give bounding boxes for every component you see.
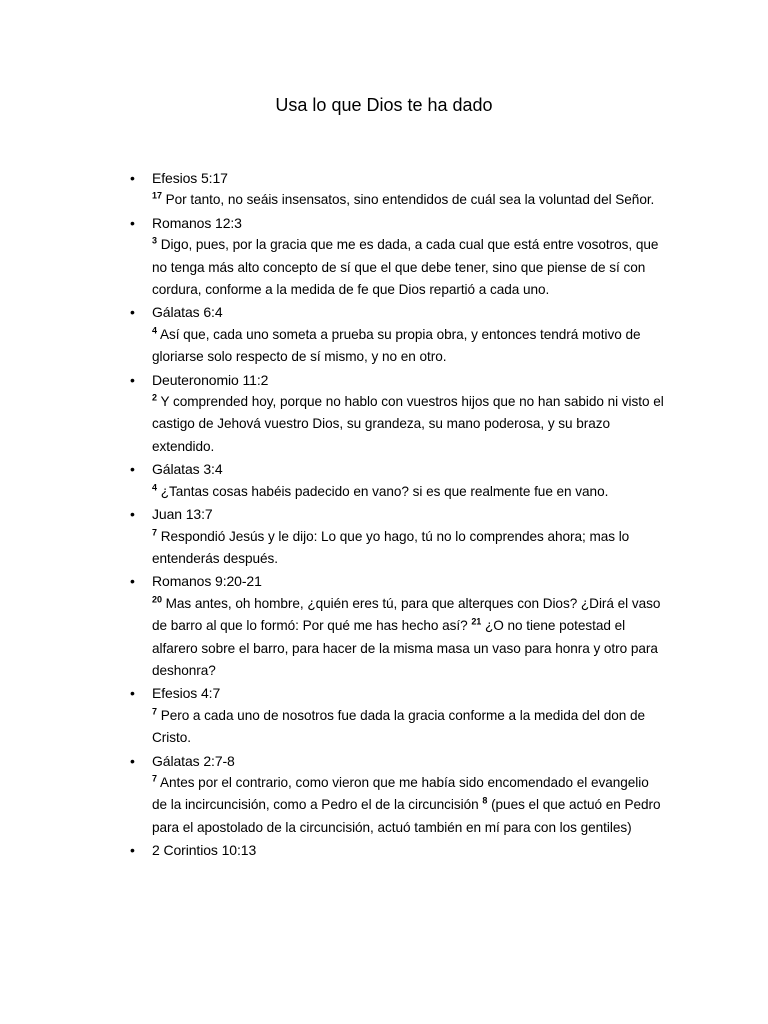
verse-text: Respondió Jesús y le dijo: Lo que yo hago, tú no lo comprendes ahora; mas lo entenderás después.	[152, 528, 630, 566]
verse-text: ¿O no tiene potestad el alfarero sobre el barro, para hacer de la misma masa un vaso para honra y otro para deshonra?	[152, 618, 658, 678]
verse-text: (pues el que actuó en Pedro para el apostolado de la circuncisión, actuó también en mí para con los gentiles)	[152, 797, 661, 835]
scripture-text	[152, 234, 665, 301]
list-item	[120, 369, 665, 459]
scripture-reference: Gálatas 3:4	[152, 461, 223, 478]
bullet-icon: •	[130, 371, 135, 388]
list-item	[120, 301, 665, 368]
scripture-reference: Efesios 4:7	[152, 685, 221, 702]
verse-number: 17	[152, 190, 162, 201]
list-item	[120, 503, 665, 570]
bullet-icon: •	[130, 752, 135, 769]
scripture-reference: Efesios 5:17	[152, 170, 228, 186]
list-item	[120, 839, 665, 861]
bullet-icon: •	[130, 573, 135, 590]
scripture-reference: Gálatas 6:4	[152, 304, 223, 321]
scripture-list	[120, 167, 665, 862]
bullet-icon: •	[130, 506, 135, 523]
scripture-reference: Deuteronomio 11:2	[152, 371, 269, 388]
scripture-reference: Juan 13:7	[152, 506, 213, 523]
scripture-text	[152, 772, 665, 839]
scripture-reference: Romanos 9:20-21	[152, 573, 262, 590]
verse-text: ¿Tantas cosas habéis padecido en vano? si es que realmente fue en vano.	[156, 483, 609, 499]
list-item	[120, 212, 665, 302]
verse-number: 4	[152, 482, 157, 493]
bullet-icon: •	[130, 304, 135, 321]
verse-text: Y comprended hoy, porque no hablo con vuestros hijos que no han sabido ni visto el castigo de Jehová vuestro Dios, su grandeza, su mano poderosa, y su brazo extendido.	[152, 394, 664, 454]
verse-text: Mas antes, oh hombre, ¿quién eres tú, para que alterques con Dios? ¿Dirá el vaso de barro al que lo formó: Por qué me has hecho así?	[152, 595, 661, 634]
verse-text: Antes por el contrario, como vieron que me había sido encomendado el evangelio de la incircuncisión, como a Pedro el de la circuncisión	[152, 774, 649, 813]
verse-number: 4	[152, 325, 157, 336]
bullet-icon: •	[130, 461, 135, 478]
scripture-text	[152, 324, 665, 369]
list-item	[120, 458, 665, 503]
scripture-text	[152, 593, 665, 683]
verse-number: 20	[152, 594, 162, 605]
scripture-text	[152, 391, 665, 458]
verse-number: 7	[152, 706, 157, 717]
scripture-text	[152, 526, 665, 571]
verse-number: 7	[152, 526, 157, 537]
scripture-text	[152, 189, 665, 211]
verse-number: 2	[152, 392, 157, 403]
verse-number: 8	[482, 795, 488, 806]
list-item	[120, 682, 665, 749]
document-title: Usa lo que Dios te ha dado	[275, 95, 493, 115]
verse-text: Por tanto, no seáis insensatos, sino entendidos de cuál sea la voluntad del Señor.	[161, 192, 655, 208]
verse-text: Digo, pues, por la gracia que me es dada, a cada cual que está entre vosotros, que no tenga más alto concepto de sí que el que debe tener, sino que piense de sí con cordura, conforme a la medida de fe que Dios repartió a cada uno.	[152, 237, 659, 298]
bullet-icon: •	[130, 685, 135, 702]
scripture-text	[152, 705, 665, 750]
list-item	[120, 750, 665, 840]
list-item	[120, 570, 665, 682]
list-item	[120, 167, 665, 212]
verse-number: 21	[471, 616, 482, 627]
scripture-text	[152, 481, 665, 503]
scripture-reference: 2 Corintios 10:13	[152, 842, 257, 859]
bullet-icon: •	[130, 214, 135, 231]
scripture-reference: Gálatas 2:7-8	[152, 752, 235, 769]
verse-number: 7	[152, 773, 157, 784]
verse-text: Pero a cada uno de nosotros fue dada la gracia conforme a la medida del don de Cristo.	[152, 707, 645, 746]
verse-number: 3	[152, 235, 157, 246]
verse-text: Así que, cada uno someta a prueba su propia obra, y entonces tendrá motivo de gloriarse solo respecto de sí mismo, y no en otro.	[152, 326, 641, 365]
scripture-reference: Romanos 12:3	[152, 214, 242, 231]
bullet-icon: •	[130, 170, 135, 186]
bullet-icon: •	[130, 842, 135, 859]
